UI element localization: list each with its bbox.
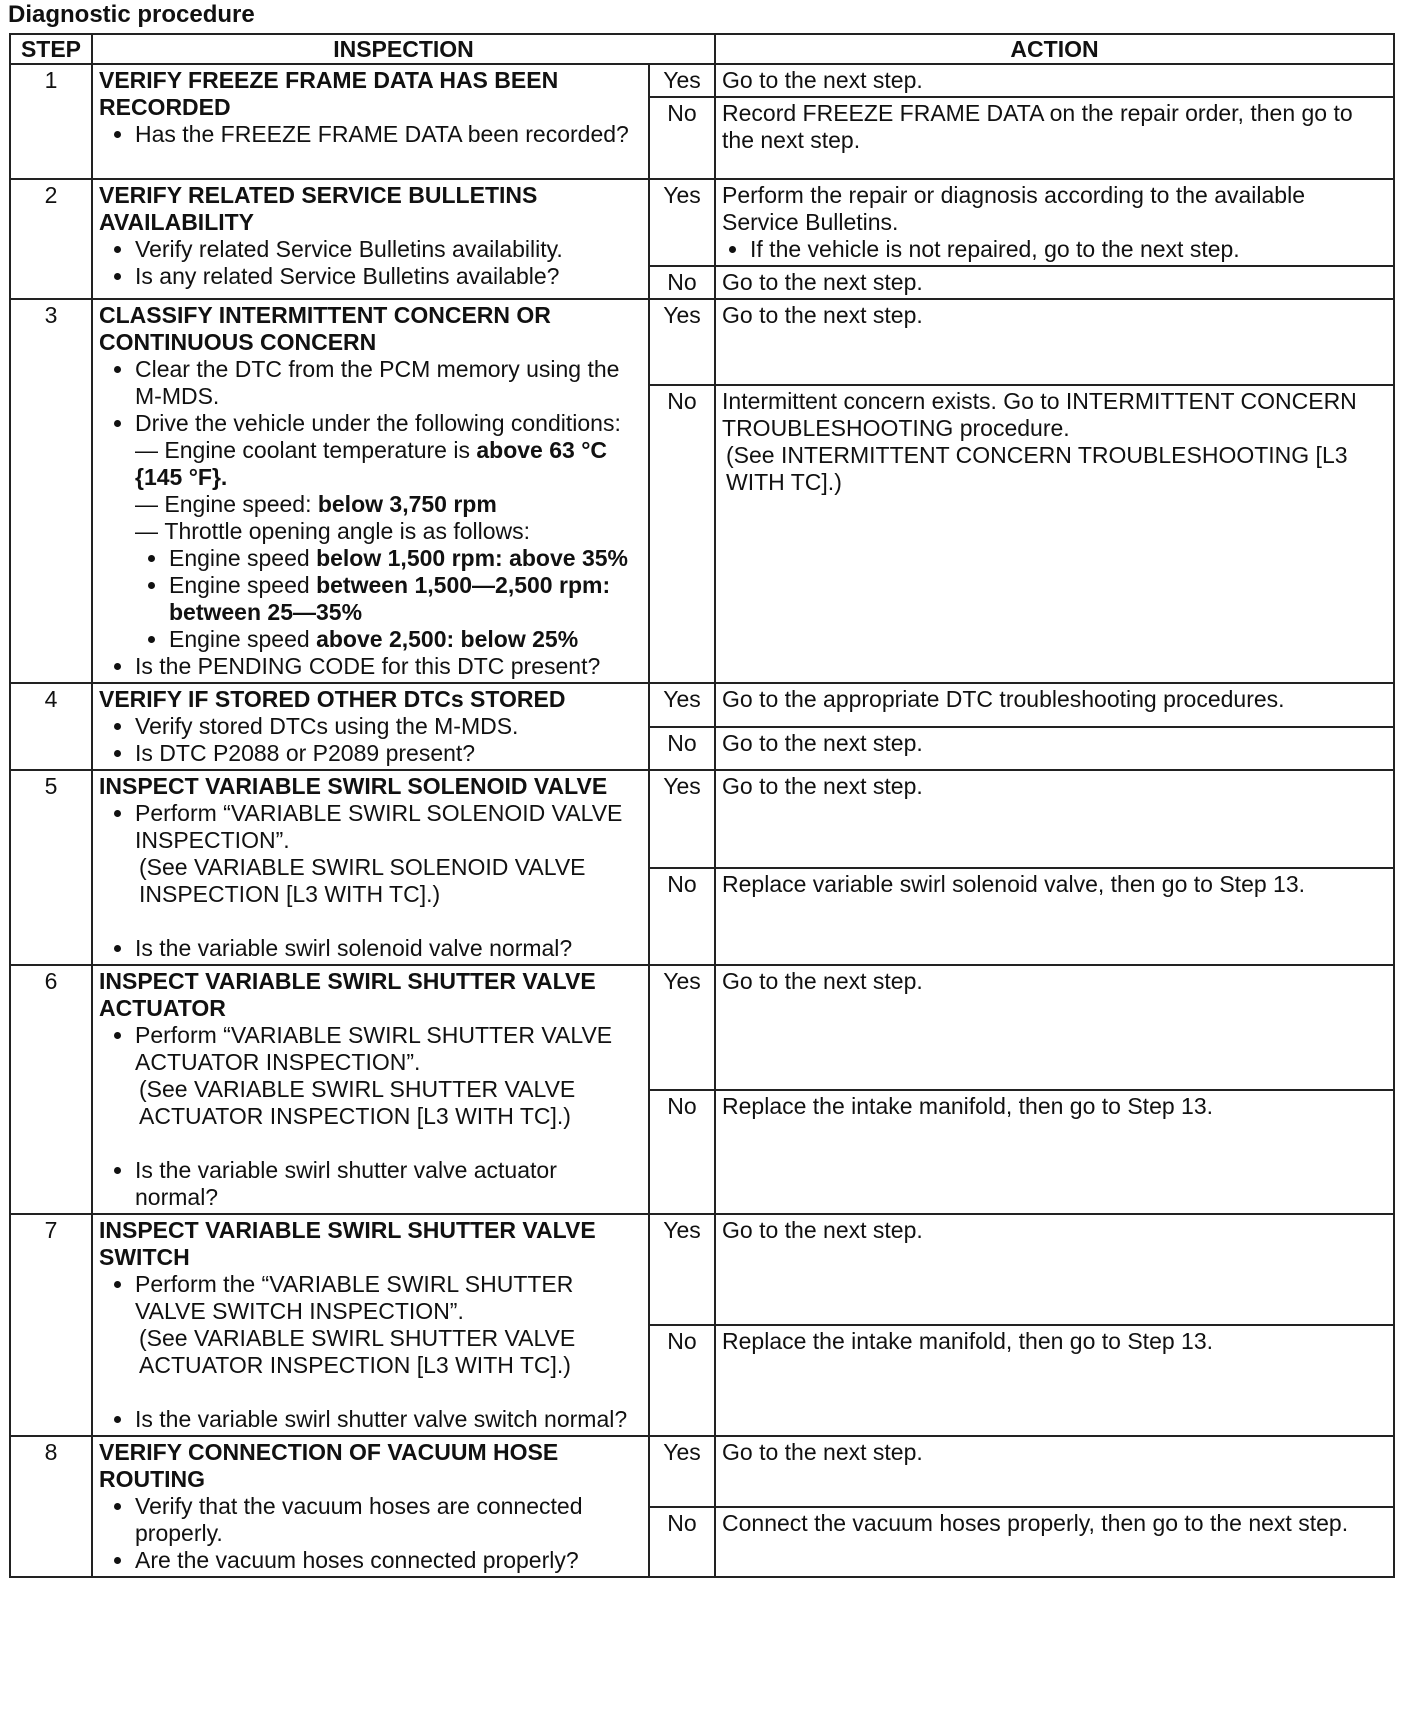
step-number: 3	[10, 299, 92, 683]
inspection-question: • Is the variable swirl shutter valve actuator normal?	[135, 1157, 642, 1211]
inspection-reference: (See VARIABLE SWIRL SHUTTER VALVE ACTUATOR INSPECTION [L3 WITH TC].)	[139, 1076, 576, 1129]
inspection-question: • Is the variable swirl solenoid valve normal?	[135, 935, 642, 962]
table-header-row	[10, 34, 1394, 64]
inspection-cell	[92, 179, 649, 299]
inspection-heading: VERIFY FREEZE FRAME DATA HAS BEEN RECORDED	[99, 67, 559, 120]
yes-label: Yes	[649, 683, 715, 727]
yes-label: Yes	[649, 179, 715, 266]
inspection-heading: INSPECT VARIABLE SWIRL SOLENOID VALVE	[99, 773, 608, 799]
yes-action-cell	[715, 179, 1394, 266]
inspection-cell	[92, 683, 649, 770]
inspection-question: • Is any related Service Bulletins available?	[135, 263, 642, 290]
yes-action: Go to the next step.	[715, 299, 1394, 385]
throttle-item: • Engine speed between 1,500—2,500 rpm: between 25—35%	[169, 572, 642, 626]
yes-action: Go to the next step.	[715, 1436, 1394, 1507]
inspection-bullet: • Clear the DTC from the PCM memory using the M-MDS.	[135, 356, 642, 410]
inspection-cell	[92, 965, 649, 1214]
no-label: No	[649, 266, 715, 299]
yes-label: Yes	[649, 299, 715, 385]
inspection-bullet: • Perform “VARIABLE SWIRL SHUTTER VALVE ACTUATOR INSPECTION”. (See VARIABLE SWIRL SHUTTER VALVE ACTUATOR INSPECTION [L3 WITH TC].)	[135, 1022, 642, 1157]
inspection-question: • Has the FREEZE FRAME DATA been recorded?	[135, 121, 642, 148]
inspection-cell	[92, 1436, 649, 1577]
inspection-heading: INSPECT VARIABLE SWIRL SHUTTER VALVE ACTUATOR	[99, 968, 596, 1021]
inspection-heading: INSPECT VARIABLE SWIRL SHUTTER VALVE SWITCH	[99, 1217, 596, 1270]
no-action: Record FREEZE FRAME DATA on the repair order, then go to the next step.	[715, 97, 1394, 179]
no-label: No	[649, 97, 715, 179]
yes-label: Yes	[649, 1436, 715, 1507]
yes-action: Go to the next step.	[715, 1214, 1394, 1325]
inspection-question: • Is the variable swirl shutter valve switch normal?	[135, 1406, 642, 1433]
step-number: 5	[10, 770, 92, 965]
no-action: Intermittent concern exists. Go to INTERMITTENT CONCERN TROUBLESHOOTING procedure.	[722, 388, 1357, 442]
yes-label: Yes	[649, 965, 715, 1090]
inspection-cell	[92, 1214, 649, 1436]
no-action: Replace the intake manifold, then go to Step 13.	[715, 1325, 1394, 1436]
yes-action: Perform the repair or diagnosis according to the available Service Bulletins.	[722, 182, 1306, 235]
table-row	[10, 299, 1394, 385]
inspection-cell	[92, 299, 649, 683]
inspection-question: • Are the vacuum hoses connected properly?	[135, 1547, 642, 1574]
inspection-question: • Is DTC P2088 or P2089 present?	[135, 740, 642, 767]
yes-action: Go to the next step.	[715, 64, 1394, 97]
condition-item: — Engine coolant temperature is above 63 °C {145 °F}.	[135, 437, 642, 491]
condition-item: — Throttle opening angle is as follows: • Engine speed below 1,500 rpm: above 35% • Engine speed between 1,500—2,500 rpm: between 25—35% • Engine speed above 2,500: below 25%	[135, 518, 642, 653]
table-row	[10, 1436, 1394, 1507]
inspection-bullet: • Verify stored DTCs using the M-MDS.	[135, 713, 642, 740]
table-row	[10, 770, 1394, 868]
table-row	[10, 683, 1394, 727]
inspection-bullet: • Verify that the vacuum hoses are connected properly.	[135, 1493, 642, 1547]
no-label: No	[649, 1090, 715, 1215]
inspection-cell	[92, 770, 649, 965]
yes-label: Yes	[649, 770, 715, 868]
header-action: ACTION	[715, 34, 1394, 64]
table-row	[10, 179, 1394, 266]
inspection-heading: VERIFY CONNECTION OF VACUUM HOSE ROUTING	[99, 1439, 559, 1492]
yes-action: Go to the next step.	[715, 965, 1394, 1090]
inspection-reference: (See VARIABLE SWIRL SOLENOID VALVE INSPECTION [L3 WITH TC].)	[139, 854, 586, 907]
step-number: 4	[10, 683, 92, 770]
yes-label: Yes	[649, 1214, 715, 1325]
header-step: STEP	[10, 34, 92, 64]
table-row	[10, 1214, 1394, 1325]
inspection-reference: (See VARIABLE SWIRL SHUTTER VALVE ACTUATOR INSPECTION [L3 WITH TC].)	[139, 1325, 576, 1378]
throttle-item: • Engine speed above 2,500: below 25%	[169, 626, 642, 653]
inspection-heading: VERIFY RELATED SERVICE BULLETINS AVAILABILITY	[99, 182, 538, 235]
yes-action-bullet: • If the vehicle is not repaired, go to the next step.	[750, 236, 1387, 263]
inspection-heading: CLASSIFY INTERMITTENT CONCERN OR CONTINUOUS CONCERN	[99, 302, 551, 355]
inspection-heading: VERIFY IF STORED OTHER DTCs STORED	[99, 686, 566, 712]
inspection-bullet: • Perform “VARIABLE SWIRL SOLENOID VALVE INSPECTION”. (See VARIABLE SWIRL SOLENOID VALVE INSPECTION [L3 WITH TC].)	[135, 800, 642, 935]
no-label: No	[649, 868, 715, 966]
yes-action: Go to the appropriate DTC troubleshooting procedures.	[715, 683, 1394, 727]
step-number: 6	[10, 965, 92, 1214]
inspection-bullet: • Verify related Service Bulletins availability.	[135, 236, 642, 263]
no-label: No	[649, 385, 715, 683]
no-action: Go to the next step.	[715, 266, 1394, 299]
no-label: No	[649, 1507, 715, 1578]
inspection-bullet: • Perform the “VARIABLE SWIRL SHUTTER VALVE SWITCH INSPECTION”. (See VARIABLE SWIRL SHUTTER VALVE ACTUATOR INSPECTION [L3 WITH TC].)	[135, 1271, 642, 1406]
no-action-cell	[715, 385, 1394, 683]
header-inspection: INSPECTION	[92, 34, 715, 64]
no-action: Connect the vacuum hoses properly, then go to the next step.	[715, 1507, 1394, 1578]
no-label: No	[649, 727, 715, 771]
yes-label: Yes	[649, 64, 715, 97]
inspection-bullet-text: Drive the vehicle under the following conditions:	[135, 410, 621, 436]
no-action: Go to the next step.	[715, 727, 1394, 771]
table-row	[10, 64, 1394, 97]
no-action-reference: (See INTERMITTENT CONCERN TROUBLESHOOTING [L3 WITH TC].)	[726, 442, 1348, 496]
yes-action: Go to the next step.	[715, 770, 1394, 868]
no-action: Replace the intake manifold, then go to Step 13.	[715, 1090, 1394, 1215]
step-number: 1	[10, 64, 92, 179]
step-number: 2	[10, 179, 92, 299]
inspection-bullet	[135, 410, 642, 653]
table-row	[10, 965, 1394, 1090]
condition-item: — Engine speed: below 3,750 rpm	[135, 491, 642, 518]
throttle-item: • Engine speed below 1,500 rpm: above 35%	[169, 545, 642, 572]
page-title: Diagnostic procedure	[8, 1, 255, 28]
inspection-cell	[92, 64, 649, 179]
step-number: 8	[10, 1436, 92, 1577]
diagnostic-procedure-table	[9, 33, 1395, 1578]
step-number: 7	[10, 1214, 92, 1436]
no-label: No	[649, 1325, 715, 1436]
inspection-question: • Is the PENDING CODE for this DTC present?	[135, 653, 642, 680]
no-action: Replace variable swirl solenoid valve, then go to Step 13.	[715, 868, 1394, 966]
